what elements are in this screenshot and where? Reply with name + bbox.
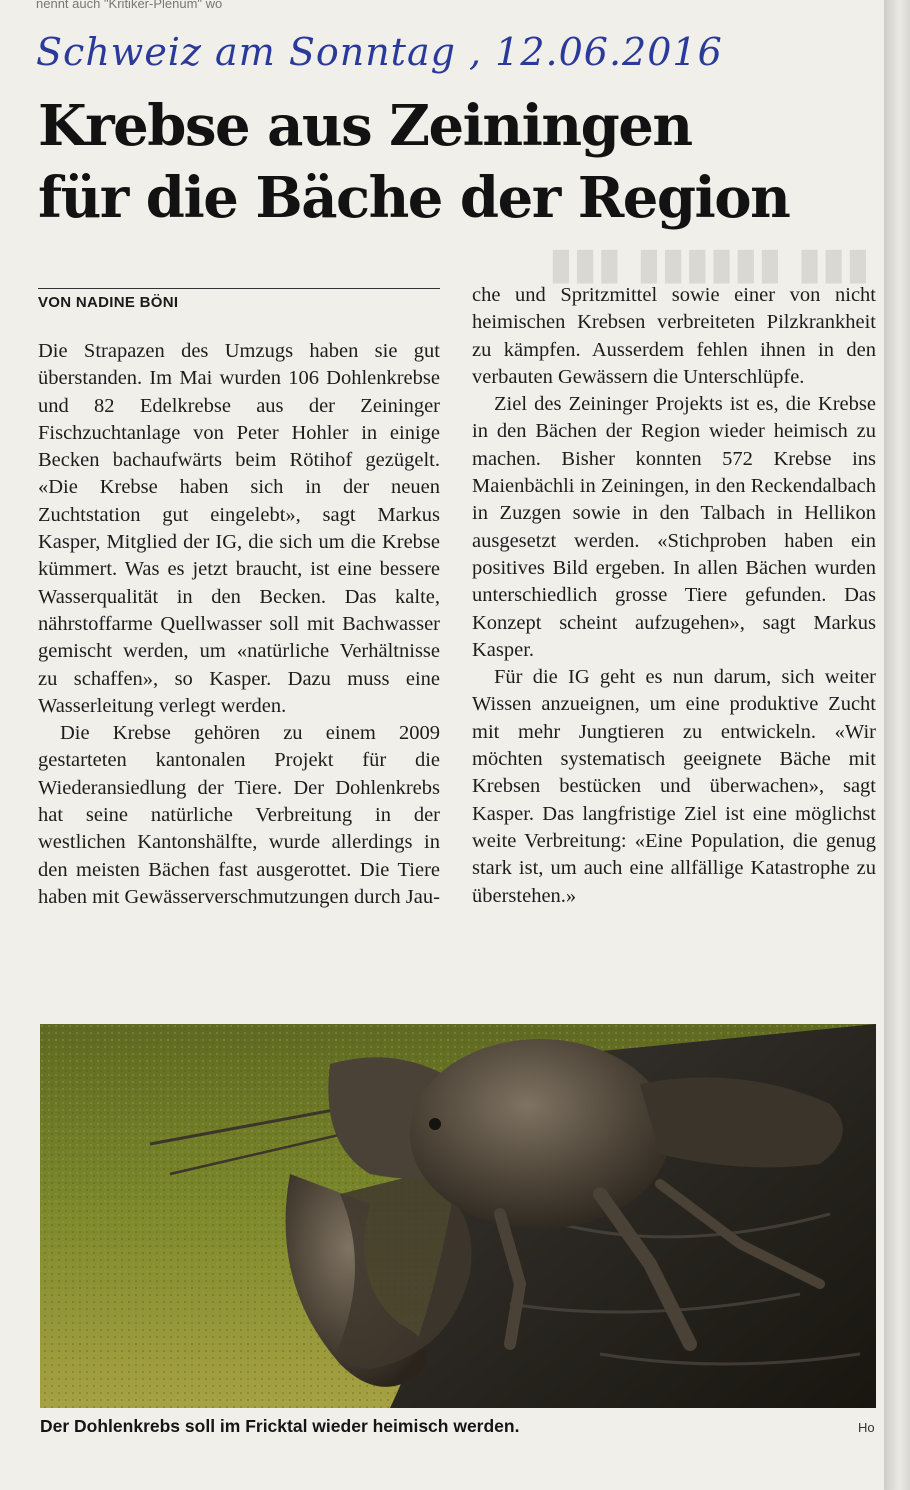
crayfish-photo [40, 1024, 876, 1408]
article-column-2 [472, 282, 876, 1006]
show-through-text: ▮▮▮ ▮▮▮▮▮▮ ▮▮▮ [548, 238, 870, 288]
paragraph: Die Strapazen des Umzugs haben sie gut überstanden. Im Mai wurden 106 Dohlenkrebse und 82 Edelkrebse aus der Zeininger Fischzuchtanlage von Peter Hohler in einige Becken bachaufwärts beim Rötihof gezügelt. «Die Krebse haben sich in der neuen Zuchtstation gut eingelebt», sagt Markus Kasper, Mitglied der IG, die sich um die Krebse kümmert. Was es jetzt braucht, ist eine bessere Wasserqualität in den Becken. Das kalte, nährstoffarme Quellwasser soll mit Bachwasser gemischt werden, um «natürliche Verhältnisse zu schaffen», so Kasper. Dazu muss eine Wasserleitung verlegt werden. [38, 340, 440, 717]
crayfish-illustration [40, 1024, 876, 1408]
handwritten-source-note: Schweiz am Sonntag , 12.06.2016 [36, 30, 723, 74]
headline-line-1: Krebse aus Zeiningen [38, 93, 692, 159]
article-headline [38, 90, 874, 234]
cut-off-text-strip: nennt auch "Kritiker-Plenum" wo [36, 0, 223, 11]
paragraph: Ziel des Zeininger Projekts ist es, die Krebse in den Bächen der Region wieder heimisch zu machen. Bisher konnten 572 Krebse ins Maienbächli in Zeiningen, in den Reckendalbach in Zuzgen sowie in den Talbach in Hellikon ausgesetzt werden. «Stichproben haben ein positives Bild ergeben. In allen Bächen wurden unterschiedlich grosse Tiere gefunden. Das Konzept scheint aufzugehen», sagt Markus Kasper. [472, 393, 876, 661]
paragraph: che und Spritzmittel sowie einer von nicht heimischen Krebsen verbreiteten Pilzkrankheit zu kämpfen. Ausserdem fehlen ihnen in den verbauten Gewässern die Unterschlüpfe. [472, 284, 876, 388]
photo-credit: Ho [858, 1420, 875, 1435]
headline-line-2: für die Bäche der Region [38, 165, 790, 231]
article-column-1 [38, 338, 440, 1006]
byline-rule [38, 288, 440, 289]
scan-edge [884, 0, 910, 1490]
byline: VON NADINE BÖNI [38, 294, 179, 311]
paragraph: Für die IG geht es nun darum, sich weiter Wissen anzueignen, um eine produktive Zucht mit mehr Jungtieren zu entwickeln. «Wir möchten systematisch geeignete Bäche mit Krebsen bestücken und überwachen», sagt Kasper. Das langfristige Ziel ist eine möglichst weite Verbreitung: «Eine Population, die genug stark ist, um auch eine allfällige Katastrophe zu überstehen.» [472, 666, 876, 907]
photo-caption: Der Dohlenkrebs soll im Fricktal wieder heimisch werden. [40, 1416, 520, 1436]
paragraph: Die Krebse gehören zu einem 2009 gestarteten kantonalen Projekt für die Wiederansiedlung der Tiere. Der Dohlenkrebs hat seine natürliche Verbreitung in der westlichen Kantonshälfte, wurde allerdings in den meisten Bächen fast ausgerottet. Die Tiere haben mit Gewässerverschmutzungen durch Jau- [38, 722, 440, 908]
